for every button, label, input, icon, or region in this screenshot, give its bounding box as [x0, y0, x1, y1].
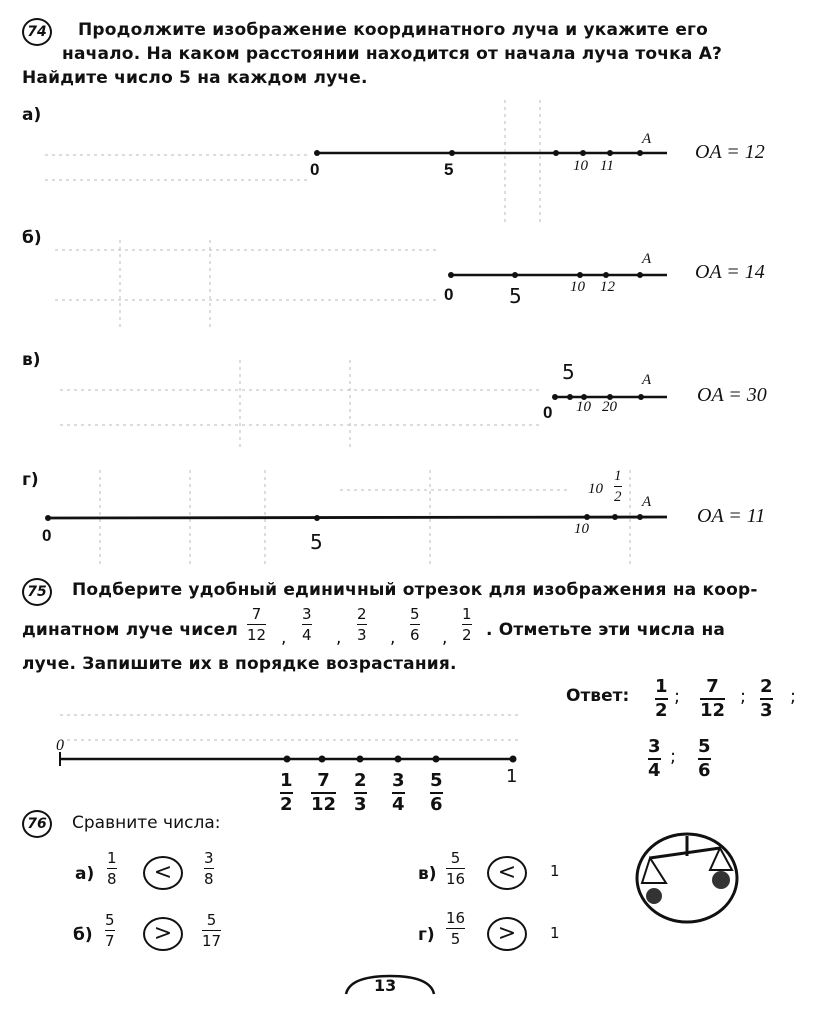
frac-den: 4 [648, 760, 661, 781]
frac-num: 5 [450, 849, 461, 867]
ray-g-frac-num: 1 [614, 468, 622, 484]
ex76-g-right: 1 [550, 924, 560, 942]
semicolon: ; [674, 686, 681, 707]
balance-scale-illustration [632, 828, 742, 928]
frac-num: 5 [105, 911, 115, 929]
part-a-label: а) [22, 105, 42, 125]
frac-num: 5 [410, 605, 420, 623]
frac-num: 2 [357, 605, 367, 623]
ray-b-answer: OA = 14 [695, 261, 765, 283]
ex75-ray-one: 1 [506, 766, 518, 787]
ex76-b-sign: > [143, 917, 183, 951]
ex76-a-right [204, 850, 214, 887]
ray-a-tick-11: 11 [600, 158, 614, 174]
ray-a-point-A: A [642, 131, 652, 147]
ray-mark-1-2 [280, 772, 293, 814]
ex76-b-left [105, 912, 115, 949]
ray-a-tick-5: 5 [444, 160, 454, 179]
semicolon: ; [790, 686, 797, 707]
answer-label: Ответ: [566, 686, 630, 706]
page-number: 13 [374, 976, 397, 995]
ex76-g-left [446, 910, 465, 947]
frac-den: 2 [655, 700, 668, 721]
ex76-v-sign: < [487, 856, 527, 890]
exercise-74-number: 74 [22, 18, 52, 46]
ex76-b-right [202, 912, 221, 949]
ex74-text-line1: Продолжите изображение координатного луча и укажите его [78, 20, 709, 40]
ray-mark-7-12 [311, 772, 336, 814]
frac-den: 5 [450, 930, 461, 948]
ray-g-point-A: A [642, 494, 652, 510]
exercise-76-number: 76 [22, 810, 52, 838]
ray-mark-3-4 [392, 772, 405, 814]
ex76-a-left [107, 850, 117, 887]
frac-num: 3 [204, 849, 214, 867]
exercise-75-number: 75 [22, 578, 52, 606]
frac-num: 7 [706, 676, 719, 697]
frac-den: 12 [311, 794, 337, 815]
frac-den: 12 [700, 700, 726, 721]
frac-den: 2 [462, 626, 472, 644]
ray-g-tick-0: 0 [42, 526, 52, 545]
frac-den: 7 [105, 932, 115, 950]
frac-den: 4 [302, 626, 312, 644]
frac-num: 7 [317, 770, 330, 791]
ray-b-tick-0: 0 [444, 285, 454, 304]
frac-den: 6 [410, 626, 420, 644]
frac-den: 3 [357, 626, 367, 644]
frac-num: 16 [446, 909, 466, 927]
ray-mark-5-6 [430, 772, 443, 814]
ex76-v-right: 1 [550, 862, 560, 880]
frac-num: 1 [280, 770, 293, 791]
part-v-label: в) [22, 350, 41, 370]
ray-v-tick-5: 5 [562, 360, 575, 384]
frac-num: 3 [392, 770, 405, 791]
semicolon: ; [670, 746, 677, 767]
ray-v-point-A: A [642, 372, 652, 388]
ray-b-tick-10: 10 [570, 279, 585, 295]
ex76-a-sign: < [143, 856, 183, 890]
frac-den: 3 [354, 794, 367, 815]
frac-num: 5 [698, 736, 711, 757]
frac-den: 3 [760, 700, 773, 721]
comma-sep: , [390, 628, 396, 648]
ex76-a-label: а) [75, 864, 95, 884]
ray-v-tick-10: 10 [576, 399, 591, 415]
frac-num: 2 [760, 676, 773, 697]
ex75-text-line3: луче. Запишите их в порядке возрастания. [22, 654, 457, 674]
part-b-label: б) [22, 228, 42, 248]
ray-v-tick-0: 0 [543, 403, 553, 422]
ex74-text-line2: начало. На каком расстоянии находится от начала луча точка А? [62, 44, 723, 64]
ray-g-mixed-whole: 10 [588, 481, 603, 497]
ex75-ray-zero: 0 [56, 737, 64, 754]
part-g-label: г) [22, 470, 39, 490]
comma-sep: , [336, 628, 342, 648]
ex76-b-label: б) [73, 925, 93, 945]
frac-num: 5 [206, 911, 217, 929]
ex74-text-line3: Найдите число 5 на каждом луче. [22, 68, 368, 88]
semicolon: ; [740, 686, 747, 707]
ray-mark-2-3 [354, 772, 367, 814]
frac-num: 3 [302, 605, 312, 623]
ex75-text-line2a: динатном луче чисел [22, 620, 239, 640]
ray-a-answer: OA = 12 [695, 141, 765, 163]
frac-den: 16 [446, 870, 466, 888]
ray-b-tick-12: 12 [600, 279, 615, 295]
ex76-g-sign: > [487, 917, 527, 951]
frac-den: 4 [392, 794, 405, 815]
ex76-title: Сравните числа: [72, 813, 221, 833]
ex75-text-line2b: . Отметьте эти числа на [486, 620, 726, 640]
ex76-v-label: в) [418, 864, 437, 884]
ray-g-tick-10: 10 [574, 521, 589, 537]
frac-num: 7 [251, 605, 262, 623]
frac-num: 5 [430, 770, 443, 791]
frac-num: 2 [354, 770, 367, 791]
ex76-g-label: г) [418, 925, 435, 945]
ray-v-tick-20: 20 [602, 399, 617, 415]
frac-den: 6 [698, 760, 711, 781]
ray-b-tick-5: 5 [509, 284, 522, 308]
ray-a-tick-10: 10 [573, 158, 588, 174]
frac-num: 1 [107, 849, 117, 867]
comma-sep: , [442, 628, 448, 648]
ray-g-answer: OA = 11 [697, 505, 766, 527]
frac-num: 1 [655, 676, 668, 697]
ex76-v-left [446, 850, 465, 887]
ray-g-frac-den: 2 [614, 489, 622, 505]
frac-den: 12 [247, 626, 267, 644]
frac-den: 8 [204, 870, 214, 888]
ray-g-tick-5: 5 [310, 530, 323, 554]
ray-v-answer: OA = 30 [697, 384, 767, 406]
frac-num: 3 [648, 736, 661, 757]
ray-a-tick-0: 0 [310, 160, 320, 179]
frac-num: 1 [462, 605, 472, 623]
frac-den: 17 [202, 932, 222, 950]
ray-b-point-A: A [642, 251, 652, 267]
ex75-text-line1: Подберите удобный единичный отрезок для изображения на коор- [72, 580, 758, 600]
frac-den: 2 [280, 794, 293, 815]
frac-den: 8 [107, 870, 117, 888]
frac-den: 6 [430, 794, 443, 815]
comma-sep: , [281, 628, 287, 648]
